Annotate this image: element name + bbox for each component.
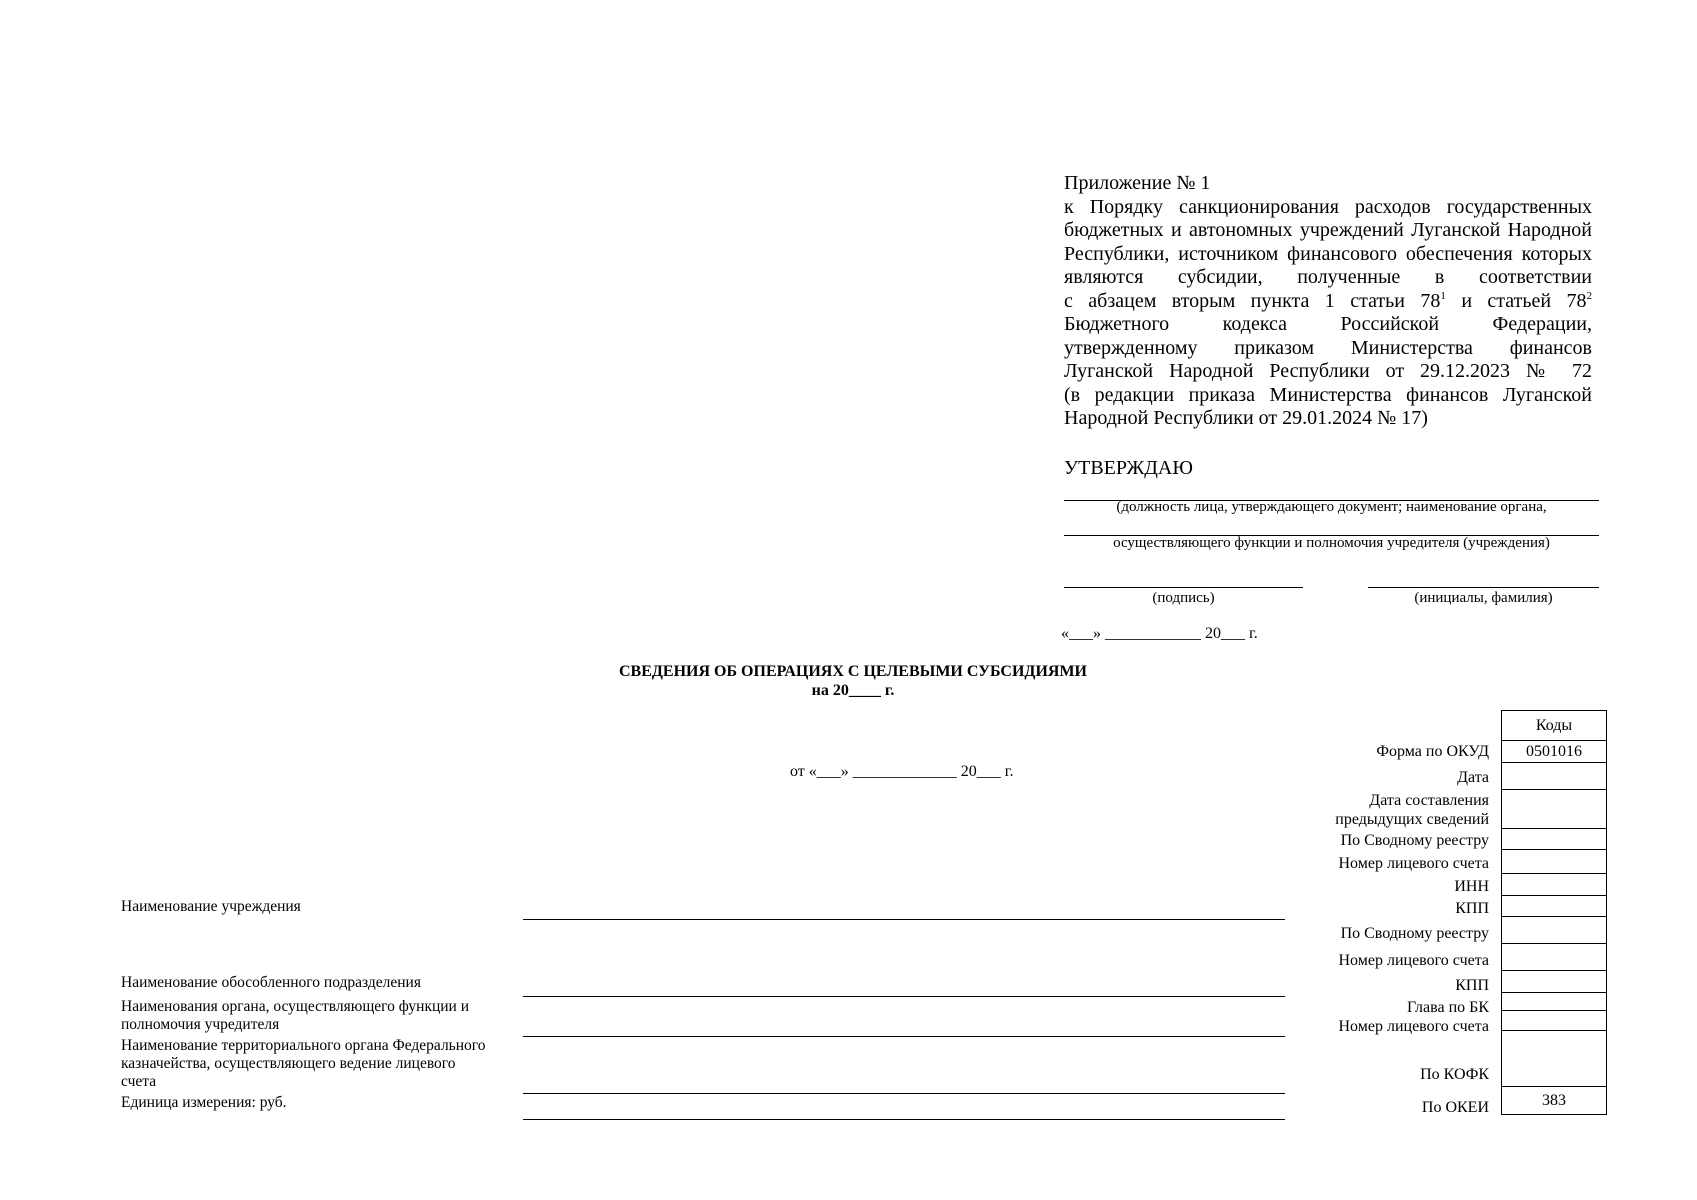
document-title: СВЕДЕНИЯ ОБ ОПЕРАЦИЯХ С ЦЕЛЕВЫМИ СУБСИДИЯМИ: [619, 663, 1087, 680]
label-kpp-1: КПП: [1455, 900, 1489, 917]
codes-header: Коды: [1502, 711, 1607, 741]
label-treasury-3: счета: [121, 1073, 157, 1090]
label-subdivision: Наименование обособленного подразделения: [121, 974, 421, 991]
code-inn: [1502, 874, 1607, 896]
label-okud: Форма по ОКУД: [1376, 743, 1489, 760]
codes-table: [1501, 710, 1607, 1115]
appendix-line: Республики, источником финансового обеспечения которых: [1064, 242, 1592, 265]
code-account-1: [1502, 850, 1607, 874]
appendix-article-text-b: и статьей 78: [1445, 289, 1587, 312]
code-kpp-1: [1502, 896, 1607, 917]
code-head-bk: [1502, 993, 1607, 1011]
label-head-bk: Глава по БК: [1407, 999, 1489, 1016]
appendix-line: (в редакции приказа Министерства финансов Луганской: [1064, 383, 1592, 406]
appendix-line: Бюджетного кодекса Российской Федерации,: [1064, 313, 1592, 335]
appendix-block: [1064, 172, 1592, 431]
appendix-line: утвержденному приказом Министерства финансов: [1064, 336, 1592, 359]
institution-fill-line: [523, 919, 1285, 920]
code-kpp-2: [1502, 971, 1607, 993]
code-registry-2: [1502, 917, 1607, 944]
signature-caption: (подпись): [1152, 590, 1215, 606]
approval-date: «___» ____________ 20___ г.: [1061, 625, 1258, 642]
code-registry-1: [1502, 829, 1607, 850]
approval-caption-2: осуществляющего функции и полномочия учредителя (учреждения): [1113, 535, 1550, 551]
appendix-last-line: Народной Республики от 29.01.2024 № 17): [1064, 407, 1428, 429]
label-prev-date-1: Дата составления: [1369, 792, 1489, 809]
label-unit: Единица измерения: руб.: [121, 1094, 287, 1111]
document-title-block: [553, 662, 1153, 700]
label-kofk: По КОФК: [1420, 1066, 1489, 1083]
appendix-line: бюджетных и автономных учреждений Луганской Народной: [1064, 219, 1592, 241]
appendix-sup-2: 2: [1586, 289, 1592, 302]
code-account-2: [1502, 944, 1607, 971]
appendix-article-text-a: с абзацем вторым пункта 1 статьи 78: [1064, 289, 1441, 312]
label-organ-2: полномочия учредителя: [121, 1016, 280, 1033]
organ-fill-line: [523, 1036, 1285, 1037]
label-organ-1: Наименования органа, осуществляющего функции и: [121, 998, 470, 1015]
code-date: [1502, 763, 1607, 790]
code-account-3: [1502, 1011, 1607, 1031]
code-prev-date: [1502, 790, 1607, 829]
code-okud: 0501016: [1502, 741, 1607, 763]
treasury-fill-line: [523, 1093, 1285, 1094]
label-account-1: Номер лицевого счета: [1338, 855, 1489, 872]
unit-fill-line: [523, 1119, 1285, 1120]
appendix-line-article: [1064, 290, 1592, 314]
code-kofk: [1502, 1031, 1607, 1087]
document-from-date: от «___» _____________ 20___ г.: [790, 763, 1014, 780]
label-account-3: Номер лицевого счета: [1338, 1018, 1489, 1035]
subdivision-fill-line: [523, 996, 1285, 997]
initials-caption: (инициалы, фамилия): [1414, 590, 1553, 606]
document-subtitle: на 20____ г.: [811, 682, 895, 699]
label-treasury-1: Наименование территориального органа Федерального: [121, 1037, 486, 1054]
appendix-line: Луганской Народной Республики от 29.12.2023 № 72: [1064, 360, 1592, 382]
appendix-line: являются субсидии, полученные в соответствии: [1064, 266, 1592, 288]
label-institution: Наименование учреждения: [121, 898, 301, 915]
signature-line: [1064, 587, 1303, 588]
label-prev-date-2: предыдущих сведений: [1335, 811, 1489, 828]
appendix-heading: Приложение № 1: [1064, 172, 1211, 194]
label-kpp-2: КПП: [1455, 977, 1489, 994]
approve-title: УТВЕРЖДАЮ: [1064, 457, 1193, 479]
appendix-line: к Порядку санкционирования расходов государственных: [1064, 195, 1592, 218]
label-treasury-2: казначейства, осуществляющего ведение лицевого: [121, 1055, 456, 1072]
code-okei: 383: [1502, 1087, 1607, 1115]
approval-caption-1: (должность лица, утверждающего документ; наименование органа,: [1116, 499, 1547, 515]
label-date: Дата: [1457, 769, 1489, 786]
label-inn: ИНН: [1454, 878, 1489, 895]
appendix-sup-1: 1: [1440, 289, 1446, 302]
label-account-2: Номер лицевого счета: [1338, 952, 1489, 969]
initials-line: [1368, 587, 1599, 588]
label-registry-2: По Сводному реестру: [1340, 925, 1489, 942]
label-okei: По ОКЕИ: [1421, 1099, 1489, 1116]
label-registry-1: По Сводному реестру: [1340, 832, 1489, 849]
